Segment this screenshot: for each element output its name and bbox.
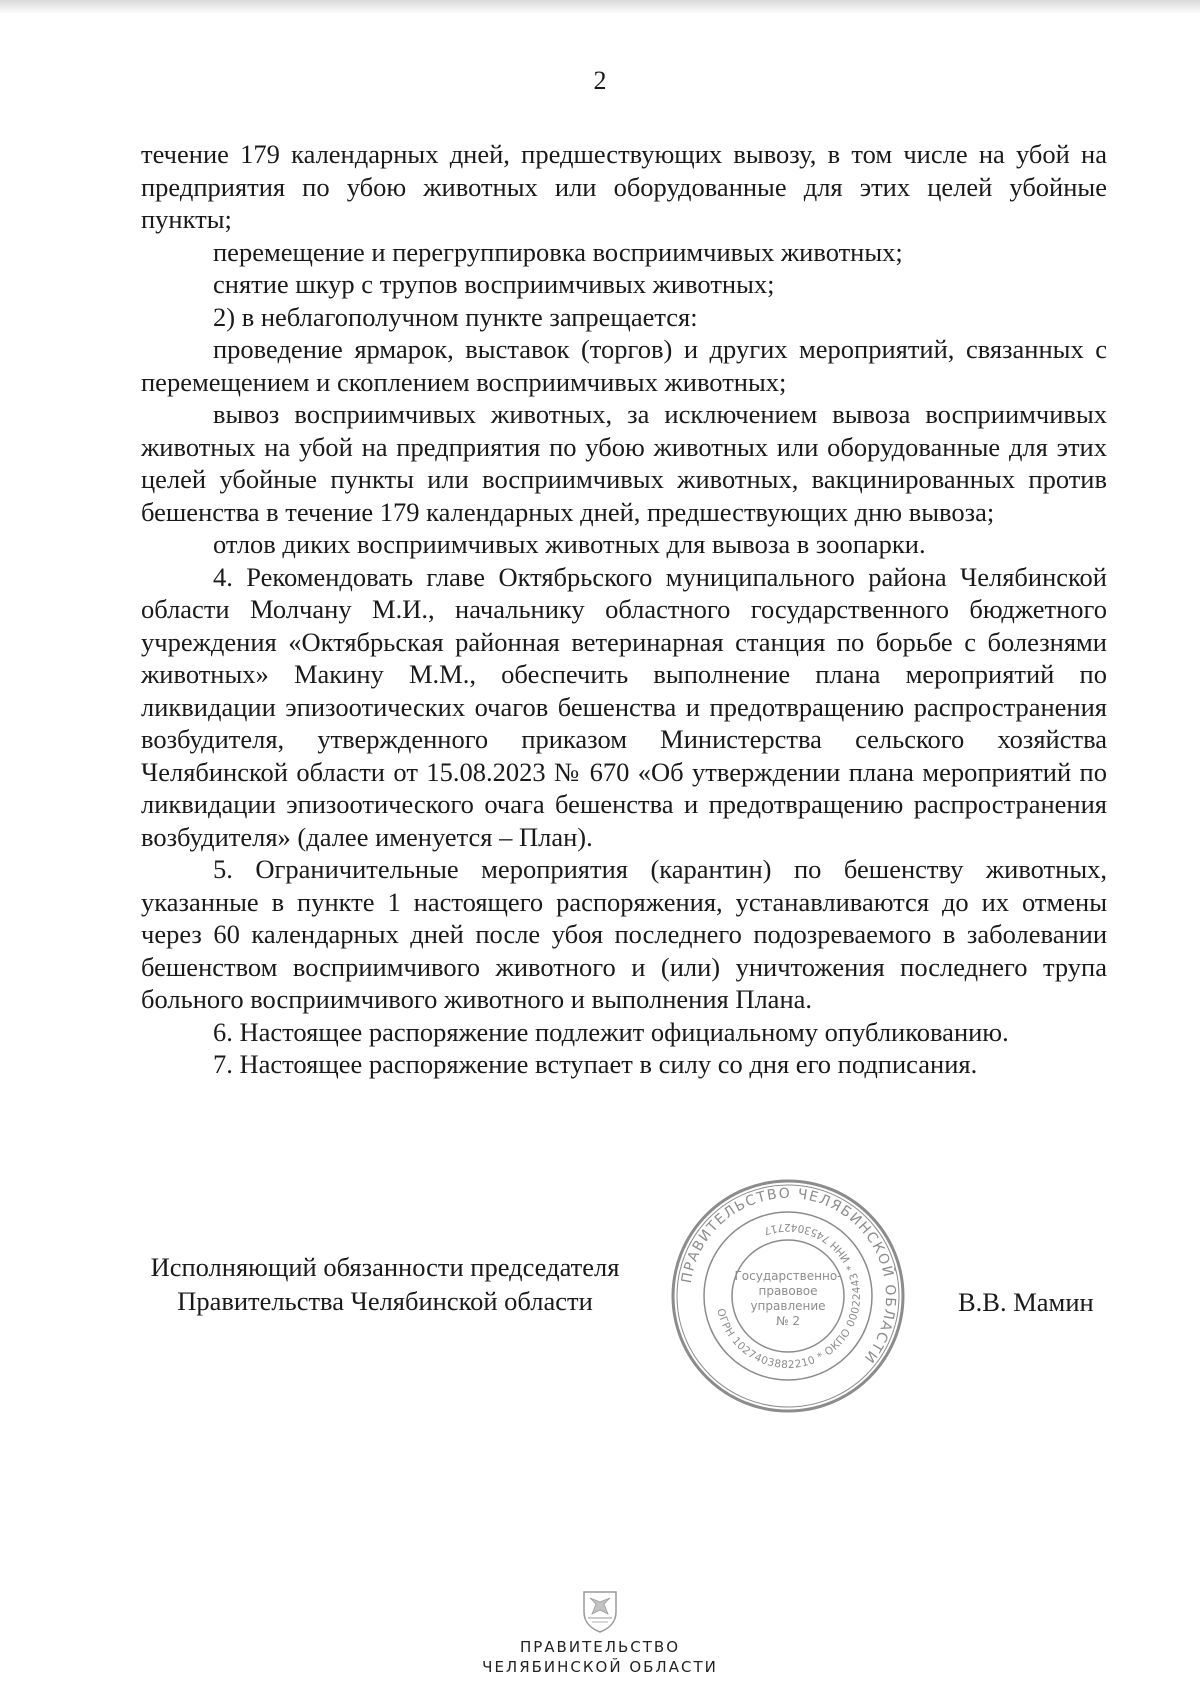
seal-outer-text: ПРАВИТЕЛЬСТВО ЧЕЛЯБИНСКОЙ ОБЛАСТИ <box>678 1185 899 1367</box>
signatory-name: В.В. Мамин <box>958 1287 1094 1317</box>
paragraph: 5. Ограничительные мероприятия (карантин) по бешенству животных, указанные в пункте 1 настоящего распоряжения, устанавливаются до их отмены через 60 календарных дней после убоя последнего подозреваемого в заболевании бешенством восприимчивого животного и (или) уничтожения последнего трупа больного восприимчивого животного и выполнения Плана. <box>141 854 1107 1014</box>
seal-ring-text: ОГРН 1027403882210 * ОКПО 00022443 * ИНН 7453042717 <box>714 1220 864 1372</box>
official-seal <box>668 1176 908 1416</box>
paragraph: 7. Настоящее распоряжение вступает в силу со дня его подписания. <box>213 1049 978 1079</box>
signatory-title-line: Исполняющий обязанности председателя <box>150 1252 620 1282</box>
page-number: 2 <box>593 66 607 95</box>
seal-center-text: Государственно- <box>734 1269 842 1283</box>
seal-center-text: № 2 <box>776 1314 800 1328</box>
paragraph: вывоз восприимчивых животных, за исключением вывоза восприимчивых животных на убой на предприятия по убою животных или оборудованные для этих целей убойные пункты или восприимчивых животных, вакцинированных против бешенства в течение 179 календарных дней, предшествующих дню вывоза; <box>141 399 1107 527</box>
paragraph: снятие шкур с трупов восприимчивых животных; <box>213 269 775 299</box>
paragraph: проведение ярмарок, выставок (торгов) и других мероприятий, связанных с перемещением и скоплением восприимчивых животных; <box>141 334 1107 397</box>
paragraph: 2) в неблагополучном пункте запрещается: <box>213 301 698 332</box>
coat-of-arms-icon <box>578 1588 622 1634</box>
footer-organization <box>0 1637 1200 1677</box>
footer-org-line: ЧЕЛЯБИНСКОЙ ОБЛАСТИ <box>482 1658 718 1676</box>
signatory-title <box>120 1250 650 1318</box>
scan-edge-shadow <box>0 0 1200 14</box>
paragraph: отлов диких восприимчивых животных для вывоза в зоопарки. <box>213 529 926 559</box>
paragraph: течение 179 календарных дней, предшествующих вывозу, в том числе на убой на предприятия по убою животных или оборудованные для этих целей убойные пункты; <box>141 139 1107 234</box>
seal-center-text: управление <box>750 1299 826 1313</box>
seal-center-text: правовое <box>758 1284 818 1298</box>
paragraph: 4. Рекомендовать главе Октябрьского муниципального района Челябинской области Молчану М.И., начальнику областного государственного бюджетного учреждения «Октябрьская районная ветеринарная станция по борьбе с болезнями животных» Макину М.М., обеспечить выполнение плана мероприятий по ликвидации эпизоотических очагов бешенства и предотвращению распространения возбудителя, утвержденного приказом Министерства сельского хозяйства Челябинской области от 15.08.2023 № 670 «Об утверждении плана мероприятий по ликвидации эпизоотического очага бешенства и предотвращению распространения возбудителя» (далее именуется – План). <box>141 561 1107 852</box>
paragraph: перемещение и перегруппировка восприимчивых животных; <box>213 236 903 267</box>
signatory-title-line: Правительства Челябинской области <box>177 1286 593 1316</box>
paragraph: 6. Настоящее распоряжение подлежит официальному опубликованию. <box>213 1016 1009 1047</box>
footer-org-line: ПРАВИТЕЛЬСТВО <box>519 1638 681 1656</box>
document-body <box>141 138 1107 1081</box>
